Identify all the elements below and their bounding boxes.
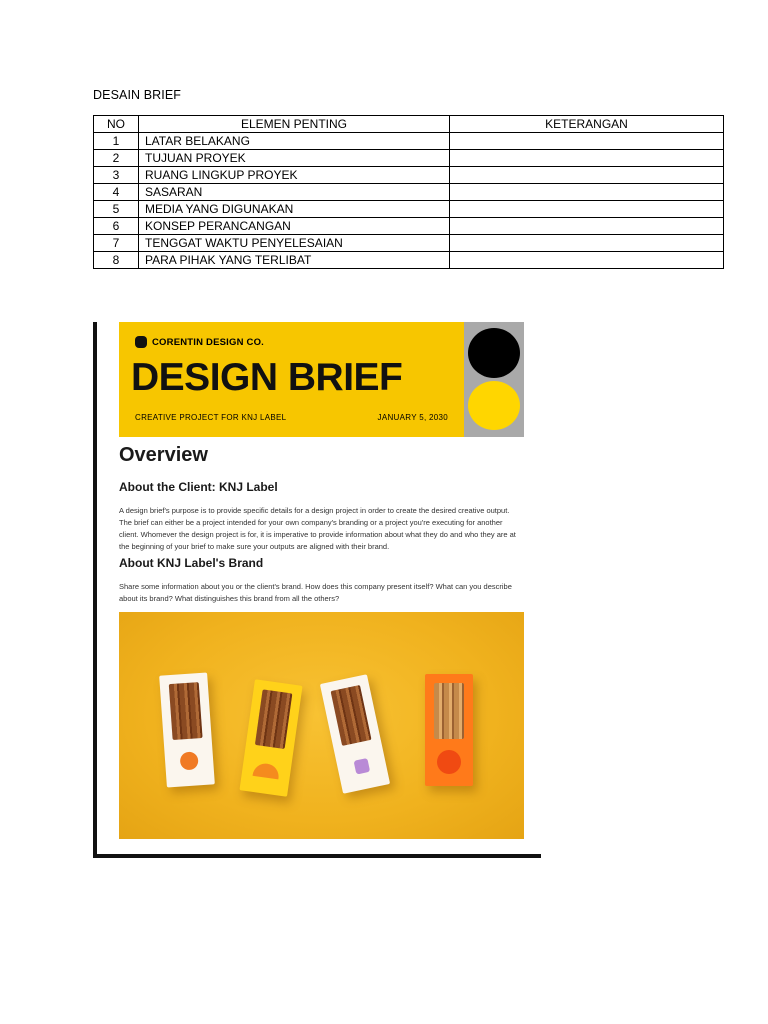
product-box — [425, 674, 473, 786]
black-circle-icon — [468, 328, 520, 378]
row-number: 6 — [94, 218, 139, 235]
column-header-note: KETERANGAN — [450, 116, 724, 133]
table-row — [94, 218, 724, 235]
row-element: RUANG LINGKUP PROYEK — [139, 167, 450, 184]
product-photo — [119, 612, 524, 839]
row-number: 1 — [94, 133, 139, 150]
table-row — [94, 235, 724, 252]
row-note[interactable] — [450, 150, 724, 167]
product-box — [159, 672, 215, 787]
row-element: LATAR BELAKANG — [139, 133, 450, 150]
row-note[interactable] — [450, 252, 724, 269]
product-window — [169, 682, 203, 740]
studio-name-text: CORENTIN DESIGN CO. — [152, 336, 265, 348]
row-number: 8 — [94, 252, 139, 269]
brief-header-banner — [119, 322, 464, 437]
brief-headline: DESIGN BRIEF — [131, 356, 403, 399]
yellow-circle-icon — [468, 381, 520, 430]
image-border-left — [93, 322, 97, 858]
row-element: KONSEP PERANCANGAN — [139, 218, 450, 235]
sticker-icon — [437, 750, 461, 774]
client-paragraph: A design brief's purpose is to provide specific details for a design project in order to create the desired creative output. The brief can either be a project intended for your own company's branding or a project you're executing for another client. Whomever the design project is for, it is imperative to provide information about what they do and who they are at the beginning of your brief to make sure your outputs are aligned with their brand. — [119, 506, 516, 551]
product-window — [331, 685, 372, 746]
product-window — [434, 683, 464, 739]
brief-date: JANUARY 5, 2030 — [377, 413, 448, 422]
row-number: 3 — [94, 167, 139, 184]
row-number: 7 — [94, 235, 139, 252]
sticker-icon — [354, 758, 371, 775]
table-header-row — [94, 116, 724, 133]
row-note[interactable] — [450, 235, 724, 252]
brand-heading: About KNJ Label's Brand — [119, 556, 264, 570]
decorative-side-panel — [464, 322, 524, 437]
row-number: 4 — [94, 184, 139, 201]
row-note[interactable] — [450, 184, 724, 201]
document-title: DESAIN BRIEF — [93, 88, 182, 102]
row-number: 5 — [94, 201, 139, 218]
row-note[interactable] — [450, 218, 724, 235]
studio-logo-icon — [135, 336, 147, 348]
sticker-icon — [253, 762, 281, 779]
row-note[interactable] — [450, 167, 724, 184]
product-window — [255, 689, 293, 749]
brief-subtitle: CREATIVE PROJECT FOR KNJ LABEL — [135, 413, 287, 422]
table-row — [94, 167, 724, 184]
studio-name — [135, 336, 264, 348]
table-row — [94, 201, 724, 218]
table-row — [94, 133, 724, 150]
row-note[interactable] — [450, 201, 724, 218]
table-row — [94, 150, 724, 167]
row-element: TUJUAN PROYEK — [139, 150, 450, 167]
design-brief-image — [93, 322, 541, 858]
column-header-element: ELEMEN PENTING — [139, 116, 450, 133]
product-box — [320, 674, 390, 794]
brief-elements-table — [93, 115, 724, 269]
product-box — [239, 679, 302, 797]
image-border-bottom — [93, 854, 541, 858]
row-number: 2 — [94, 150, 139, 167]
brand-paragraph: Share some information about you or the client's brand. How does this company present itself? What can you describe about its brand? What distinguishes this brand from all the others? — [119, 582, 512, 603]
row-note[interactable] — [450, 133, 724, 150]
sticker-icon — [180, 751, 199, 770]
column-header-no: NO — [94, 116, 139, 133]
row-element: PARA PIHAK YANG TERLIBAT — [139, 252, 450, 269]
table-row — [94, 184, 724, 201]
row-element: SASARAN — [139, 184, 450, 201]
row-element: MEDIA YANG DIGUNAKAN — [139, 201, 450, 218]
row-element: TENGGAT WAKTU PENYELESAIAN — [139, 235, 450, 252]
table-row — [94, 252, 724, 269]
client-heading: About the Client: KNJ Label — [119, 480, 278, 494]
overview-heading: Overview — [119, 444, 208, 466]
